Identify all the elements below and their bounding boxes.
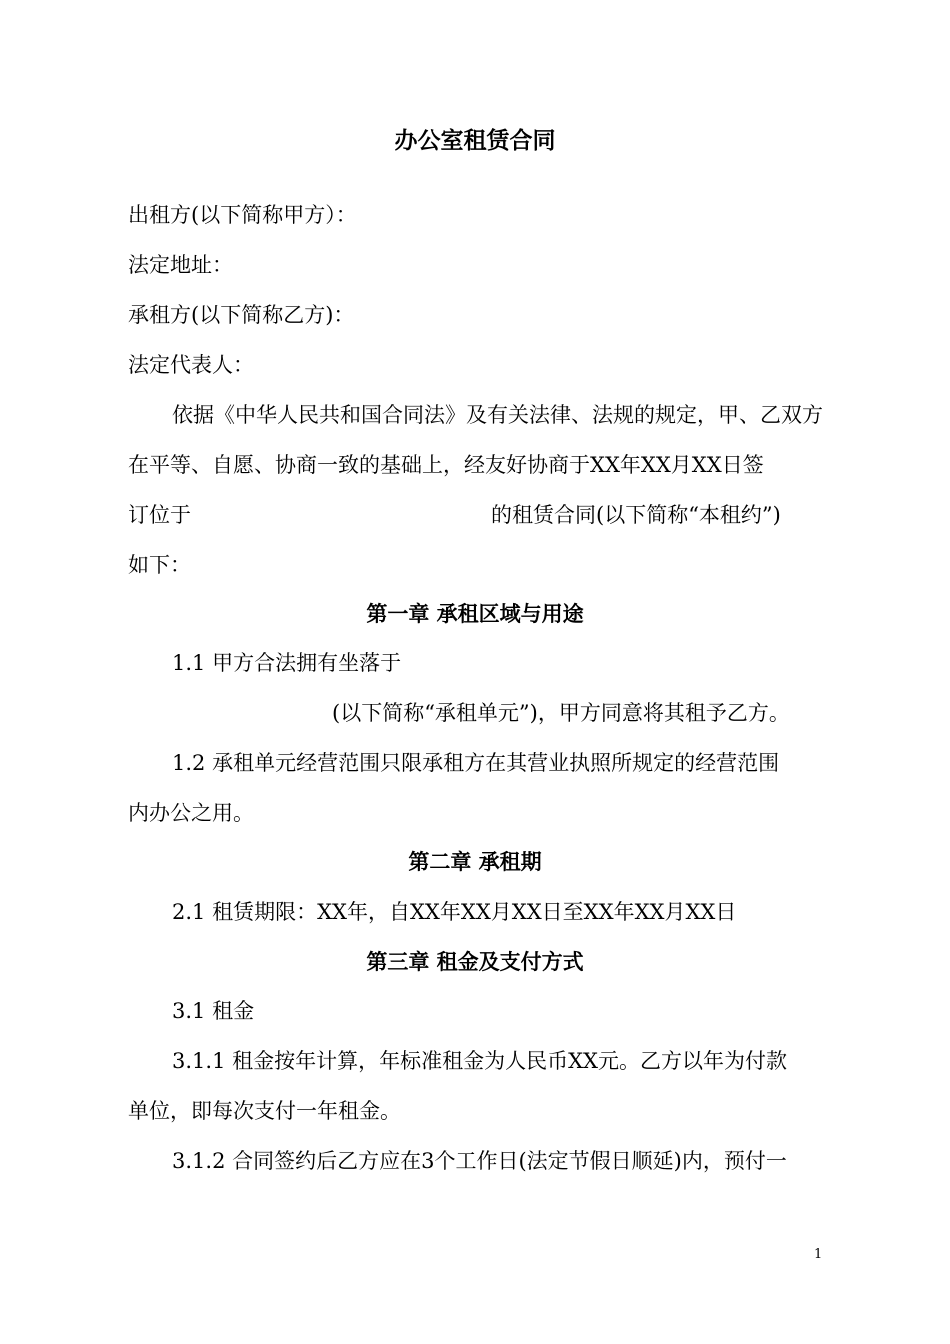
legal-representative-line: 法定代表人： <box>128 353 254 377</box>
clause-1-1-line: 1.1 甲方合法拥有坐落于 <box>172 651 402 675</box>
chapter-3-heading: 第三章 租金及支付方式 <box>366 949 584 974</box>
clause-2-1-line: 2.1 租赁期限：XX年，自XX年XX月XX日至XX年XX月XX日 <box>172 900 737 924</box>
document-title: 办公室租赁合同 <box>394 127 556 154</box>
intro-paragraph-line: 如下： <box>128 553 191 577</box>
clause-3-1-1-line: 3.1.1 租金按年计算，年标准租金为人民币XX元。乙方以年为付款 <box>172 1049 788 1073</box>
chapter-1-heading: 第一章 承租区域与用途 <box>366 601 584 626</box>
clause-1-2-line: 1.2 承租单元经营范围只限承租方在其营业执照所规定的经营范围 <box>172 751 780 775</box>
page-number: 1 <box>814 1247 823 1262</box>
party-lessee-line: 承租方(以下简称乙方)： <box>128 303 355 327</box>
clause-3-1-1-line: 单位，即每次支付一年租金。 <box>128 1099 401 1123</box>
intro-paragraph-line-a: 订位于 <box>128 503 191 527</box>
clause-1-1-line: (以下简称“承租单元”)，甲方同意将其租予乙方。 <box>332 701 790 725</box>
clause-1-2-line: 内办公之用。 <box>128 801 254 825</box>
intro-paragraph-line-b: 的租赁合同(以下简称“本租约”) <box>491 503 781 527</box>
clause-3-1-2-line: 3.1.2 合同签约后乙方应在3个工作日(法定节假日顺延)内，预付一 <box>172 1149 787 1173</box>
party-lessor-line: 出租方(以下简称甲方）： <box>128 203 357 227</box>
intro-paragraph-line: 在平等、自愿、协商一致的基础上，经友好协商于XX年XX月XX日签 <box>128 453 764 477</box>
legal-address-line: 法定地址： <box>128 253 233 277</box>
intro-paragraph-line: 依据《中华人民共和国合同法》及有关法律、法规的规定，甲、乙双方 <box>172 403 823 427</box>
clause-3-1-line: 3.1 租金 <box>172 999 255 1023</box>
chapter-2-heading: 第二章 承租期 <box>408 849 542 874</box>
